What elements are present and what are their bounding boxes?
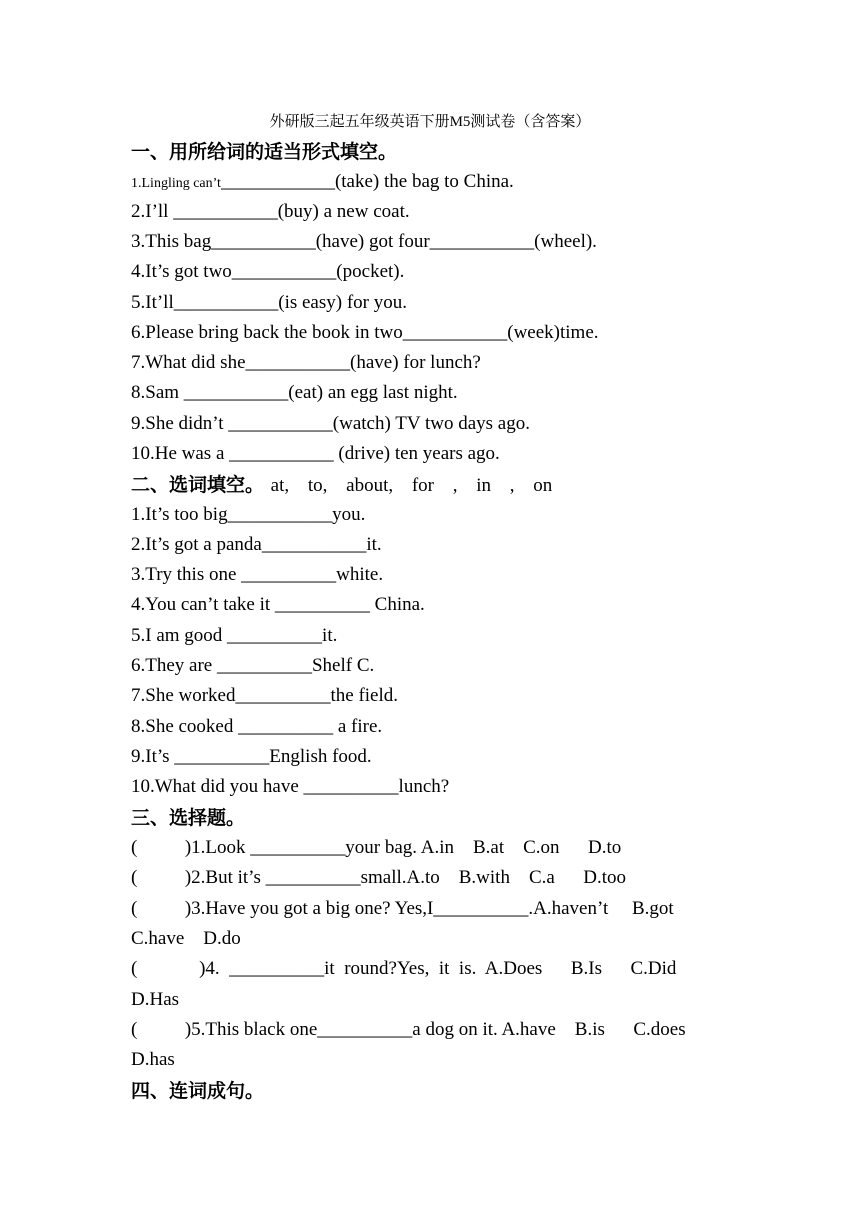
section3-question-4-line1: ( )4. __________it round?Yes, it is. A.Does B.Is C.Did: [131, 958, 677, 979]
section2-item-7: 7.She worked__________the field.: [131, 685, 399, 706]
section1-item-8: 8.Sam ___________(eat) an egg last night.: [131, 382, 458, 403]
section2-word-options: at, to, about, for , in , on: [270, 475, 553, 496]
section2-heading: 二、选词填空。: [131, 474, 265, 496]
section2-item-1: 1.It’s too big___________you.: [131, 504, 366, 525]
section1-heading: 一、用所给词的适当形式填空。: [131, 141, 398, 163]
section1-item-4: 4.It’s got two___________(pocket).: [131, 261, 405, 282]
section3-question-5-line2: D.has: [131, 1049, 175, 1070]
document-title: 外研版三起五年级英语下册M5测试卷（含答案）: [269, 114, 591, 130]
section1-item-3: 3.This bag___________(have) got four___________(wheel).: [131, 231, 597, 252]
section2-item-6: 6.They are __________Shelf C.: [131, 655, 375, 676]
section3-question-4-line2: D.Has: [131, 989, 180, 1010]
section2-heading-row: [131, 473, 552, 498]
section3-question-1: ( )1.Look __________your bag. A.in B.at C.on D.to: [131, 837, 622, 858]
section1-item-9: 9.She didn’t ___________(watch) TV two days ago.: [131, 413, 530, 434]
section2-item-8: 8.She cooked __________ a fire.: [131, 716, 383, 737]
section1-item-10: 10.He was a ___________ (drive) ten years ago.: [131, 443, 500, 464]
section3-question-2: ( )2.But it’s __________small.A.to B.with C.a D.too: [131, 867, 627, 888]
section3-heading: 三、选择题。: [131, 807, 246, 829]
section3-question-3-line2: C.have D.do: [131, 928, 241, 949]
section1-item-7: 7.What did she___________(have) for lunch?: [131, 352, 481, 373]
section1-item-5: 5.It’ll___________(is easy) for you.: [131, 292, 407, 313]
section1-item-6: 6.Please bring back the book in two___________(week)time.: [131, 322, 599, 343]
section1-item-2: 2.I’ll ___________(buy) a new coat.: [131, 201, 410, 222]
section3-question-5-line1: ( )5.This black one__________a dog on it. A.have B.is C.does: [131, 1019, 686, 1040]
section3-question-3-line1: ( )3.Have you got a big one? Yes,I__________.A.haven’t B.got: [131, 898, 674, 919]
section1-item-1-prefix: 1.Lingling can’t: [131, 176, 221, 191]
section2-item-5: 5.I am good __________it.: [131, 625, 338, 646]
section2-item-2: 2.It’s got a panda___________it.: [131, 534, 382, 555]
section1-item-1: [131, 169, 731, 197]
section2-item-4: 4.You can’t take it __________ China.: [131, 594, 425, 615]
section2-item-3: 3.Try this one __________white.: [131, 564, 384, 585]
section1-item-1-rest: ____________(take) the bag to China.: [220, 171, 514, 192]
section2-item-10: 10.What did you have __________lunch?: [131, 776, 450, 797]
section4-heading: 四、连词成句。: [131, 1080, 265, 1102]
section2-item-9: 9.It’s __________English food.: [131, 746, 372, 767]
